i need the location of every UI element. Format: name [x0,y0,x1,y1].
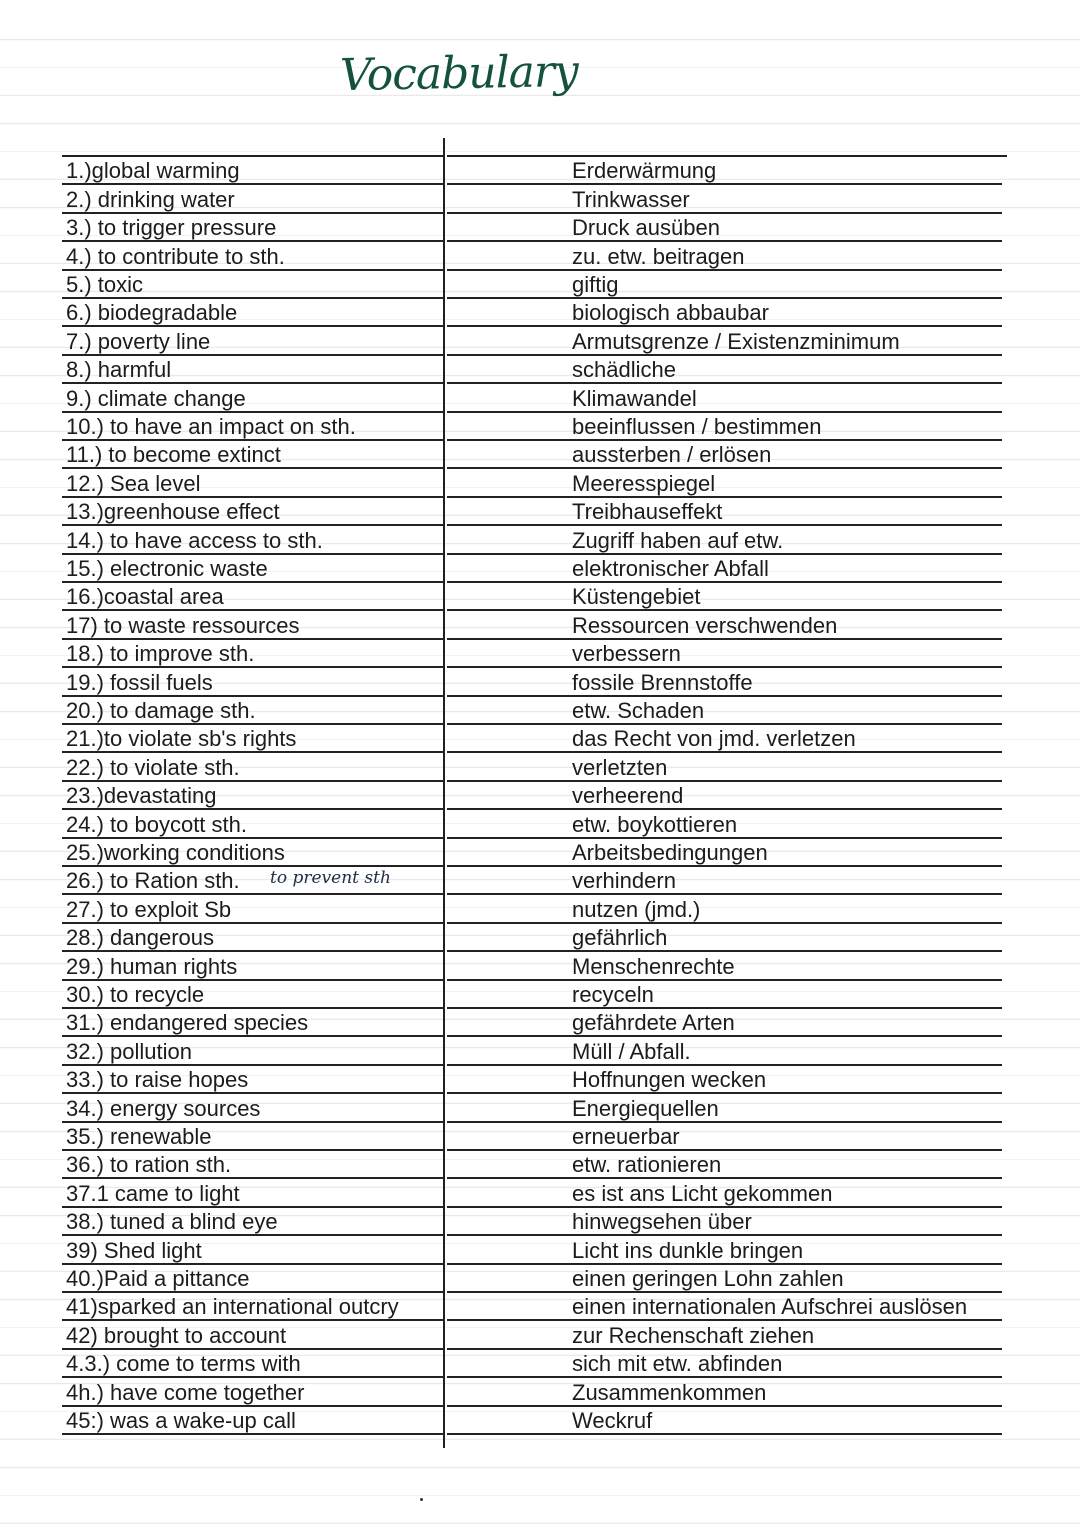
list-item [0,413,1080,441]
english-term: 39) Shed light [66,1237,202,1263]
english-term: 4.3.) come to terms with [66,1351,301,1377]
english-term: 32.) pollution [66,1038,192,1064]
list-item [0,1123,1080,1151]
german-translation: hinwegsehen über [572,1209,752,1235]
german-translation: Meeresspiegel [572,470,716,496]
german-translation: etw. boykottieren [572,811,738,837]
list-item [0,1293,1080,1321]
english-term: 18.) to improve sth. [66,641,255,667]
german-translation: etw. rationieren [572,1152,722,1178]
german-translation: Ressourcen verschwenden [572,612,838,638]
english-term: 24.) to boycott sth. [66,811,247,837]
list-item [0,441,1080,469]
english-term: 11.) to become extinct [66,442,281,468]
german-translation: Trinkwasser [572,186,690,212]
english-term: 28.) dangerous [66,925,214,951]
list-item [0,242,1080,270]
german-translation: Armutsgrenze / Existenzminimum [572,328,900,354]
english-term: 38.) tuned a blind eye [66,1209,278,1235]
english-term: 10.) to have an impact on sth. [66,413,356,439]
english-term: 15.) electronic waste [66,555,268,581]
english-term: 35.) renewable [66,1123,212,1149]
english-term: 7.) poverty line [66,328,211,354]
list-item [0,526,1080,554]
german-translation: es ist ans Licht gekommen [572,1180,833,1206]
german-translation: Energiequellen [572,1095,719,1121]
list-item [0,1066,1080,1094]
list-item [0,185,1080,213]
list-item [0,1407,1080,1435]
english-term: 8.) harmful [66,357,172,383]
german-translation: etw. Schaden [572,697,705,723]
list-item [0,810,1080,838]
list-item [0,1009,1080,1037]
list-item [0,1236,1080,1264]
english-term: 14.) to have access to sth. [66,527,323,553]
german-translation: einen geringen Lohn zahlen [572,1265,844,1291]
german-translation: fossile Brennstoffe [572,669,753,695]
list-item [0,1037,1080,1065]
english-term: 36.) to ration sth. [66,1152,232,1178]
german-translation: zur Rechenschaft ziehen [572,1322,815,1348]
german-translation: erneuerbar [572,1123,680,1149]
list-item [0,952,1080,980]
list-item [0,1179,1080,1207]
list-item [0,895,1080,923]
german-translation: Weckruf [572,1407,653,1433]
english-term: 9.) climate change [66,385,246,411]
stray-dot [420,1498,423,1501]
english-term: 21.)to violate sb's rights [66,726,297,752]
english-term: 23.)devastating [66,783,217,809]
english-term: 42) brought to account [66,1322,287,1348]
list-item [0,697,1080,725]
english-term: 33.) to raise hopes [66,1067,249,1093]
list-item [0,611,1080,639]
list-item [0,299,1080,327]
list-item [0,640,1080,668]
list-item [0,214,1080,242]
english-term: 2.) drinking water [66,186,235,212]
german-translation: giftig [572,271,619,297]
list-item [0,725,1080,753]
row-rule [447,1433,1002,1435]
english-term: 25.)working conditions [66,839,285,865]
german-translation: Erderwärmung [572,158,717,184]
list-item [0,1094,1080,1122]
list-item [0,384,1080,412]
german-translation: Treibhauseffekt [572,499,723,525]
german-translation: sich mit etw. abfinden [572,1351,783,1377]
list-item [0,782,1080,810]
german-translation: einen internationalen Aufschrei auslösen [572,1294,968,1320]
english-term: 30.) to recycle [66,981,205,1007]
english-term: 31.) endangered species [66,1010,309,1036]
german-translation: verbessern [572,641,681,667]
german-translation: aussterben / erlösen [572,442,772,468]
english-term: 20.) to damage sth. [66,697,256,723]
list-item [0,271,1080,299]
english-term: 3.) to trigger pressure [66,215,277,241]
list-item [0,157,1080,185]
english-term: 1.)global warming [66,158,240,184]
list-item [0,583,1080,611]
list-item [0,498,1080,526]
english-term: 22.) to violate sth. [66,754,240,780]
german-translation: Müll / Abfall. [572,1038,691,1064]
german-translation: das Recht von jmd. verletzen [572,726,856,752]
german-translation: verletzten [572,754,668,780]
german-translation: Zugriff haben auf etw. [572,527,784,553]
german-translation: verheerend [572,783,684,809]
english-term: 29.) human rights [66,953,238,979]
english-term: 45:) was a wake-up call [66,1407,296,1433]
english-term: 41)sparked an international outcry [66,1294,399,1320]
list-item [0,867,1080,895]
german-translation: nutzen (jmd.) [572,896,701,922]
english-term: 34.) energy sources [66,1095,261,1121]
english-term: 12.) Sea level [66,470,201,496]
german-translation: zu. etw. beitragen [572,243,745,269]
english-term: 4h.) have come together [66,1379,305,1405]
german-translation: Arbeitsbedingungen [572,839,768,865]
german-translation: biologisch abbaubar [572,300,769,326]
english-term: 37.1 came to light [66,1180,240,1206]
german-translation: verhindern [572,868,676,894]
list-item [0,839,1080,867]
list-item [0,753,1080,781]
list-item [0,1208,1080,1236]
english-term: 17) to waste ressources [66,612,300,638]
german-translation: gefährlich [572,925,668,951]
german-translation: gefährdete Arten [572,1010,735,1036]
german-translation: elektronischer Abfall [572,555,769,581]
german-translation: recyceln [572,981,654,1007]
english-term: 13.)greenhouse effect [66,499,280,525]
list-item [0,555,1080,583]
english-term: 16.)coastal area [66,584,224,610]
list-item [0,1378,1080,1406]
german-translation: Menschenrechte [572,953,735,979]
german-translation: Zusammenkommen [572,1379,767,1405]
list-item [0,327,1080,355]
list-item [0,924,1080,952]
english-term: 40.)Paid a pittance [66,1265,250,1291]
handwritten-note: to prevent sth [270,868,391,888]
german-translation: Klimawandel [572,385,697,411]
list-item [0,469,1080,497]
english-term: 5.) toxic [66,271,144,297]
list-item [0,356,1080,384]
english-term: 4.) to contribute to sth. [66,243,285,269]
list-item [0,981,1080,1009]
german-translation: Licht ins dunkle bringen [572,1237,804,1263]
list-item [0,668,1080,696]
english-term: 19.) fossil fuels [66,669,213,695]
page-title: Vocabulary [339,45,579,102]
english-term: 6.) biodegradable [66,300,238,326]
list-item [0,1350,1080,1378]
list-item [0,1321,1080,1349]
german-translation: schädliche [572,357,676,383]
list-item [0,1265,1080,1293]
german-translation: Druck ausüben [572,215,720,241]
german-translation: Küstengebiet [572,584,701,610]
english-term: 27.) to exploit Sb [66,896,232,922]
english-term: 26.) to Ration sth. [66,868,240,894]
german-translation: Hoffnungen wecken [572,1067,767,1093]
german-translation: beeinflussen / bestimmen [572,413,822,439]
list-item [0,1151,1080,1179]
